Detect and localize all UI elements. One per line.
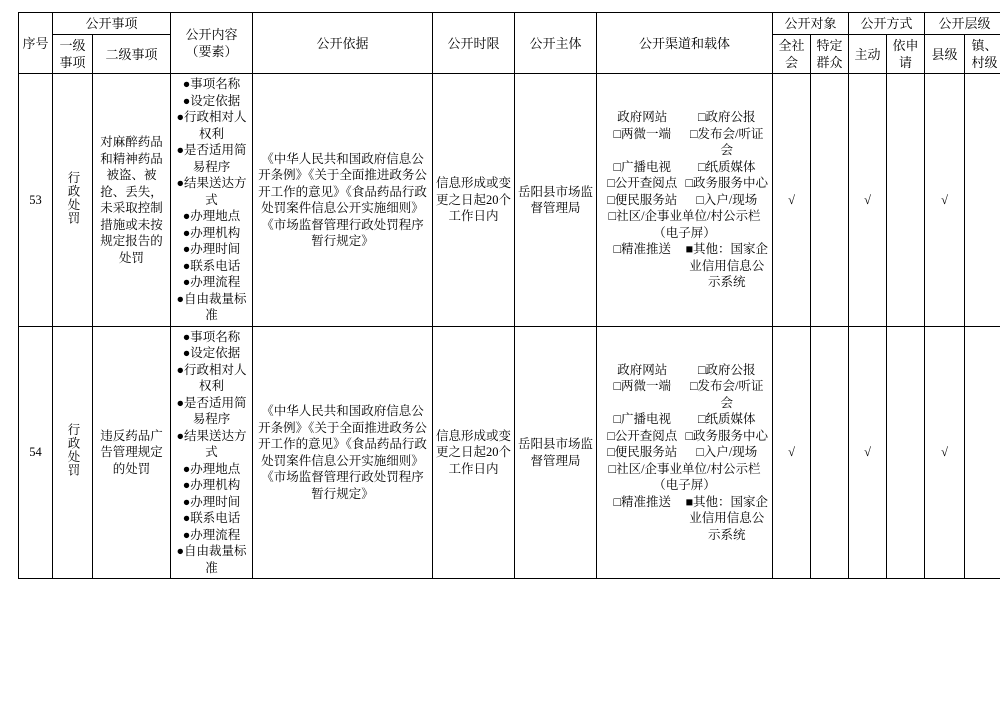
content-item: ●办理机构 (182, 478, 241, 493)
channel-option: □精准推送 (613, 494, 672, 509)
cell-time-limit: 信息形成或变更之日起20个工作日内 (433, 74, 515, 327)
channel-option: □便民服务站 (607, 445, 678, 460)
content-item: ●自由裁量标准 (176, 291, 247, 323)
channel-option: □纸质媒体 (697, 412, 756, 427)
cell-level-county: √ (925, 326, 965, 579)
content-item: ●结果送达方式 (176, 428, 247, 460)
content-item: ●办理流程 (182, 527, 241, 542)
header-level-town: 镇、村级 (965, 35, 1000, 74)
header-object-specific: 特定群众 (811, 35, 849, 74)
cell-subject: 岳阳县市场监督管理局 (515, 326, 597, 579)
header-object-all: 全社会 (773, 35, 811, 74)
cell-channel (597, 74, 773, 327)
cell-seq: 54 (19, 326, 53, 579)
header-level-county: 县级 (925, 35, 965, 74)
channel-option: □发布会/听证会 (690, 379, 764, 410)
cell-level1-text: 行政处罚 (66, 423, 80, 478)
header-object: 公开对象 (773, 13, 849, 35)
header-level2: 二级事项 (93, 35, 171, 74)
channel-option: ■其他：国家企业信用信息公示系统 (685, 242, 769, 290)
content-item: ●办理时间 (182, 242, 241, 257)
cell-object-specific (811, 326, 849, 579)
table-row (19, 74, 1000, 327)
cell-object-specific (811, 74, 849, 327)
header-way-active: 主动 (849, 35, 887, 74)
content-item: ●结果送达方式 (176, 176, 247, 207)
content-item: ●办理地点 (182, 461, 241, 476)
channel-option: □发布会/听证会 (690, 126, 764, 158)
channel-option: □便民服务站 (607, 192, 678, 207)
cell-level1-text: 行政处罚 (66, 170, 80, 225)
cell-level-town (965, 74, 1000, 327)
channel-option: □社区/企事业单位/村公示栏（电子屏） (608, 461, 761, 493)
header-subject: 公开主体 (515, 13, 597, 74)
header-level: 公开层级 (925, 13, 1000, 35)
cell-way-request (887, 74, 925, 327)
content-item: ●自由裁量标准 (176, 544, 247, 575)
cell-way-request (887, 326, 925, 579)
channel-option: □公开查阅点 (607, 176, 678, 191)
cell-level1 (53, 74, 93, 327)
cell-level2: 对麻醉药品和精神药品被盗、被抢、丢失，未采取控制措施或未按规定报告的处罚 (93, 74, 171, 327)
channel-option: □两微一端 (613, 379, 672, 394)
cell-object-all: √ (773, 74, 811, 327)
header-public-matter: 公开事项 (53, 13, 171, 35)
cell-subject: 岳阳县市场监督管理局 (515, 74, 597, 327)
content-item: ●行政相对人权利 (176, 362, 247, 394)
channel-option: 政府网站 (617, 110, 668, 125)
cell-level2: 违反药品广告管理规定的处罚 (93, 326, 171, 579)
channel-option: □广播电视 (613, 159, 672, 174)
header-content: 公开内容（要素） (171, 13, 253, 74)
header-level1: 一级事项 (53, 35, 93, 74)
content-item: ●设定依据 (182, 93, 241, 108)
content-item: ●办理流程 (182, 275, 241, 290)
content-item: ●事项名称 (182, 77, 241, 92)
content-item: ●设定依据 (182, 346, 241, 361)
channel-option: □社区/企事业单位/村公示栏（电子屏） (608, 209, 761, 240)
channel-option: 政府网站 (617, 362, 668, 377)
content-item: ●办理机构 (182, 225, 241, 240)
channel-option: □政府公报 (697, 110, 756, 125)
disclosure-matrix-table (18, 12, 1000, 579)
cell-level1 (53, 326, 93, 579)
cell-channel (597, 326, 773, 579)
cell-content-elements (171, 326, 253, 579)
content-item: ●联系电话 (182, 511, 241, 526)
cell-way-active: √ (849, 74, 887, 327)
channel-option: □两微一端 (613, 126, 672, 141)
header-way-request: 依申请 (887, 35, 925, 74)
cell-level-county: √ (925, 74, 965, 327)
content-item: ●办理地点 (182, 209, 241, 224)
header-basis: 公开依据 (253, 13, 433, 74)
content-item: ●行政相对人权利 (176, 110, 247, 141)
content-item: ●是否适用简易程序 (176, 395, 247, 427)
cell-basis: 《中华人民共和国政府信息公开条例》《关于全面推进政务公开工作的意见》《食品药品行政处罚案件信息公开实施细则》《市场监督管理行政处罚程序暂行规定》 (253, 74, 433, 327)
cell-seq: 53 (19, 74, 53, 327)
cell-content-elements (171, 74, 253, 327)
table-header-row-1 (19, 13, 1000, 35)
cell-basis: 《中华人民共和国政府信息公开条例》《关于全面推进政务公开工作的意见》《食品药品行政处罚案件信息公开实施细则》《市场监督管理行政处罚程序暂行规定》 (253, 326, 433, 579)
content-item: ●是否适用简易程序 (176, 143, 247, 174)
channel-option: ■其他：国家企业信用信息公示系统 (685, 494, 769, 542)
channel-option: □政务服务中心 (685, 428, 769, 443)
cell-time-limit: 信息形成或变更之日起20个工作日内 (433, 326, 515, 579)
channel-option: □纸质媒体 (697, 159, 756, 174)
header-time-limit: 公开时限 (433, 13, 515, 74)
channel-option: □公开查阅点 (607, 428, 678, 443)
header-seq: 序号 (19, 13, 53, 74)
channel-option: □政府公报 (697, 362, 756, 377)
channel-option: □广播电视 (613, 412, 672, 427)
cell-object-all: √ (773, 326, 811, 579)
channel-option: □政务服务中心 (685, 176, 769, 191)
header-way: 公开方式 (849, 13, 925, 35)
table-row (19, 326, 1000, 579)
channel-option: □入户/现场 (696, 192, 758, 207)
content-item: ●事项名称 (182, 329, 241, 344)
channel-option: □入户/现场 (696, 445, 758, 460)
header-channel: 公开渠道和载体 (597, 13, 773, 74)
content-item: ●办理时间 (182, 494, 241, 509)
content-item: ●联系电话 (182, 258, 241, 273)
cell-level-town (965, 326, 1000, 579)
cell-way-active: √ (849, 326, 887, 579)
channel-option: □精准推送 (613, 242, 672, 257)
